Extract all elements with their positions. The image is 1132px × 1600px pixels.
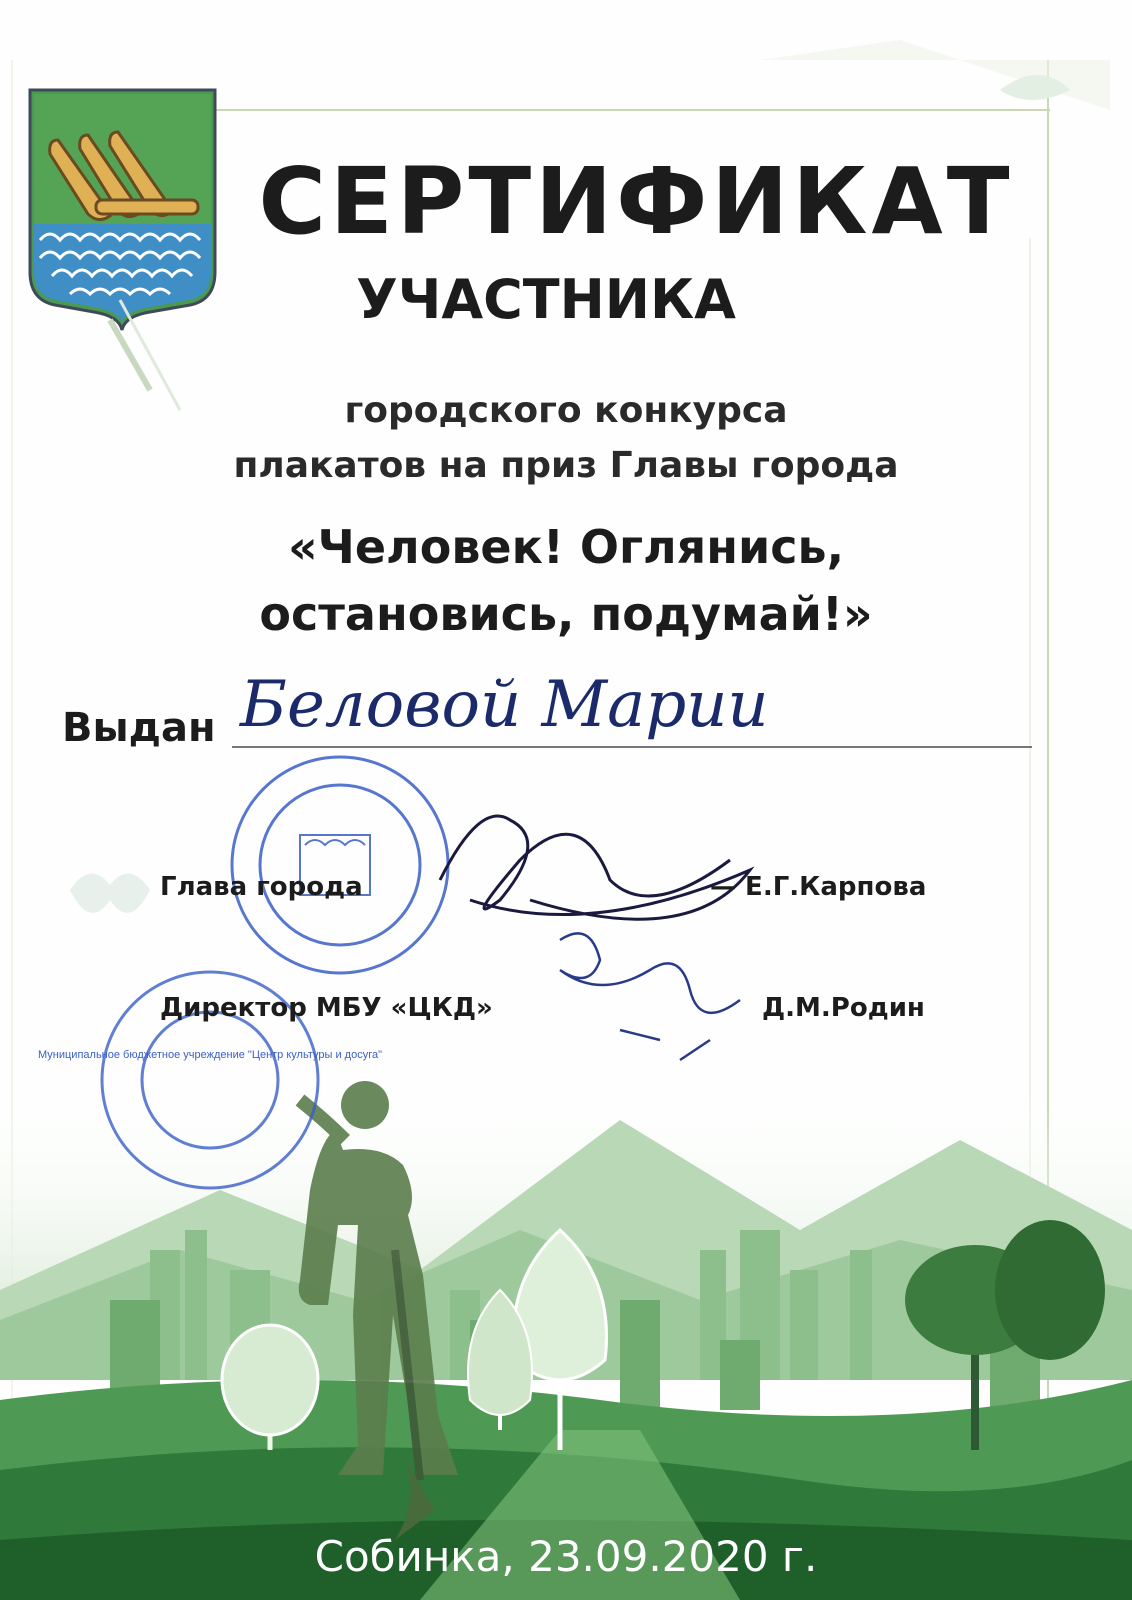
intro-line-2: плакатов на приз Главы города (233, 445, 899, 486)
signature-role-director: Директор МБУ «ЦКД» (160, 993, 493, 1023)
signature-role-head-of-city: Глава города (160, 872, 363, 902)
signature-name-rodin: Д.М.Родин (762, 993, 925, 1023)
round-seal-city-administration-icon (232, 757, 448, 973)
contest-name-line-2: остановись, подумай!» (259, 587, 873, 641)
signature-name-karpova: — Е.Г.Карпова (710, 872, 927, 902)
certificate-title: СЕРТИФИКАТ (258, 148, 1014, 255)
stamp-text: Муниципальное бюджетное учреждение "Центр культуры и досуга" (38, 1049, 382, 1061)
intro-line-1: городского конкурса (344, 390, 788, 431)
recipient-name: Беловой Марии (240, 668, 769, 742)
name-underline (232, 746, 1032, 748)
signature-karpova (440, 816, 750, 919)
certificate-subtitle: УЧАСТНИКА (356, 268, 736, 331)
contest-name-line-1: «Человек! Оглянись, (287, 520, 845, 574)
issued-label: Выдан (62, 705, 216, 751)
place-and-date: Собинка, 23.09.2020 г. (314, 1532, 818, 1581)
signature-rodin (560, 933, 740, 1060)
